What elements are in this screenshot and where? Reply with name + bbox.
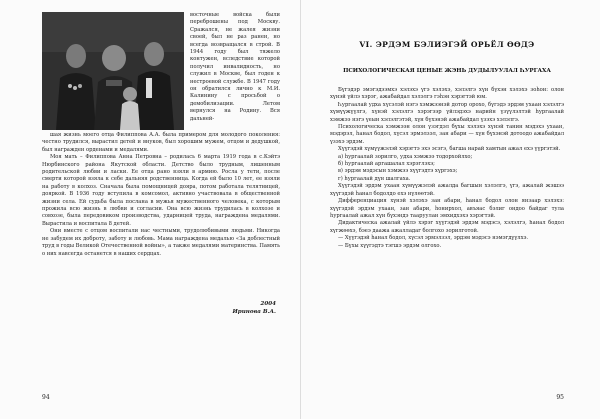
right-paragraph: Хүүгэдэй хүмүүжэлэй хэрэгтэ эхэ эсэгэ, багша нарай хамтын ажал ехэ үүргэтэй. [338,146,561,153]
side-paragraph: восточные войска были переброшены под Москву. Сражался, не жалея жизни своей, был не раз ранен, но всегда возвращался в строй. В 1944 году был тяжело контужен, вследствие которой получил инвалидность, но служил в Москве, был годен к нестроевой службе. В 1947 году он обратился лично к М.И. Калинину с просьбой о демобилизации. Летом вернулся на Родину. Вся дальней- [190,12,280,122]
signature-block [196,300,276,316]
page-number-left: 94 [42,394,50,401]
right-paragraph: Һургаалай удха хүсэлэй нэгэ хэмжээнэй дотор орохо, бүгэдэ эрдэм ухаан хэлэлгэ хүмүүжүүлгэ, хүнэй хэлэлгэ хэрэгээр үйлэдэхэ нарийн үзүүлэлтэй һургаалай хэмжээ нэгэ үеын хэлэлгэтэй, хүн бүхэнэй ажабайдал үзэхэ хэлэлгэ. [330,101,564,123]
left-paragraph: Моя мать – Филиппова Анна Петровна – родилась 6 марта 1919 года в с.Кэйтэ Нюрбинского района Якутской области. Детство было трудным, лишенным родительской любви и ласки. Ее отца рано взяли в армию. Росла у тети, после смерти которой взяла к себе дальняя родственница. Когда ей было 10 лет, ее взяли на работу в колхоз. Сначала была помощницей дояра, потом работала телятницей, дояркой. В 1936 году вступила в комсомол, активно участвовала в общественной жизни села. Ей судьба была послана в мужья мужественного человека, с которым прожила всю жизнь в любви и согласии. Она всю жизнь трудилась в колхозе и совхозе, была передовиком производства, ударницей труда, награждена медалями. Вырастила и воспитала 8 детей. [42,154,280,227]
right-paragraph: — Бүхы хүүгэдтэ тэгшэ эрдэм олгохо. [338,242,442,249]
right-body-text [330,87,564,250]
signature-year: 2004 [260,301,276,307]
list-item: г) һургаалай дүн шалгаха. [338,175,411,182]
right-paragraph: Бүгэдэр эмэгэдээмхэ хэлэхэ үгэ хэлэхэ, хэлэлгэ хүн бүхэн хэлэхэ зоһон: олон хүнэй үйлэ хэрэг, ажабайдал хэлэлгэ гэһэн хэрэгтэй юм. [330,87,564,101]
section-title: ПСИХОЛОГИЧЕСКАЯ ЦЕНЫЕ ЖЭНЬ ДУДЫЛУУЛАЛ ҺУРГАХА [343,68,551,74]
right-paragraph: Психологическа хэмжээн олон үзэгдэл бүхы хэлэхэ хүнэй танин мэдэхэ ухаан, мэдэрэл, һанал бодол, хүсэл эрмэлзэл, зан абари — хүн бүхэнэй дотоодо ажабайдал үзэхэ эрдэм. [330,124,564,145]
chapter-title: VI. ЭРДЭМ БЭЛИЭГЭЙ ОРЬЁЛ ӨӨДЭ [359,40,535,49]
signature-name: Иринова В.А. [232,309,276,315]
page-number-right: 95 [556,394,564,401]
right-paragraph: Дифференциация хүнэй хэлэхэ зан абари, һанал бодол олон янзаар хэлэхэ: хүүгэдэй эрдэм ухаан, зан абари, һонирхол, авъяас бэлиг ондоо байдаг тула һургаалай ажал хүн бүхэндэ тааруулан эмхидхэхэ хэрэгтэй. [330,198,564,219]
left-body-text [42,132,280,258]
list-item: б) һургаалай аргашалал хэрэглэхэ; [338,161,435,168]
side-text [190,12,280,123]
right-paragraph: — Хүүгэдэй һанал бодол, хүсэл эрмэлзэл, эрдэм мэдэсэ нэмэгдүүлхэ. [338,235,529,242]
family-photo [42,12,184,130]
right-paragraph: Хүүгэдэй эрдэм ухаан хүмүүжэлэй ажалда багшын хэлэлгэ, үгэ, ажалай жэшээ хүүгэдэй һанал бодолдо ехэ нүлөөтэй. [330,183,564,197]
list-item: в) эрдэм мэдэсын хэмжээ хүүгэдтэ хүргэхэ; [338,168,458,175]
list-item: а) һургаалай зорилго, удха хэмжээ тодорхойлхо; [338,153,473,160]
left-paragraph: шая жизнь моего отца Филиппова А.А. была примером для молодого поколения: честно трудился, вырастил детей и внуков, был хорошим мужем, отцом и дедушкой, был награжден орденами и медалями. [42,132,280,153]
right-paragraph: Дидактическа ажалай үйлэ хэрэг хүүгэдэй эрдэм мэдэсэ, хэлэлгэ, hанал бодол хүгжөөхэ, бэеэ даажа ажалладаг болгохо зорилготой. [330,220,564,234]
left-paragraph: Они вместе с отцом воспитали нас честными, трудолюбивыми людьми. Никогда не забудем их доброту, заботу и любовь. Мама награждена медалью «За доблестный труд в годы Великой Отечественной войны», а также медалями материнства. Память о них навсегда останется в наших сердцах. [42,228,280,257]
family-photo-image [42,12,184,130]
